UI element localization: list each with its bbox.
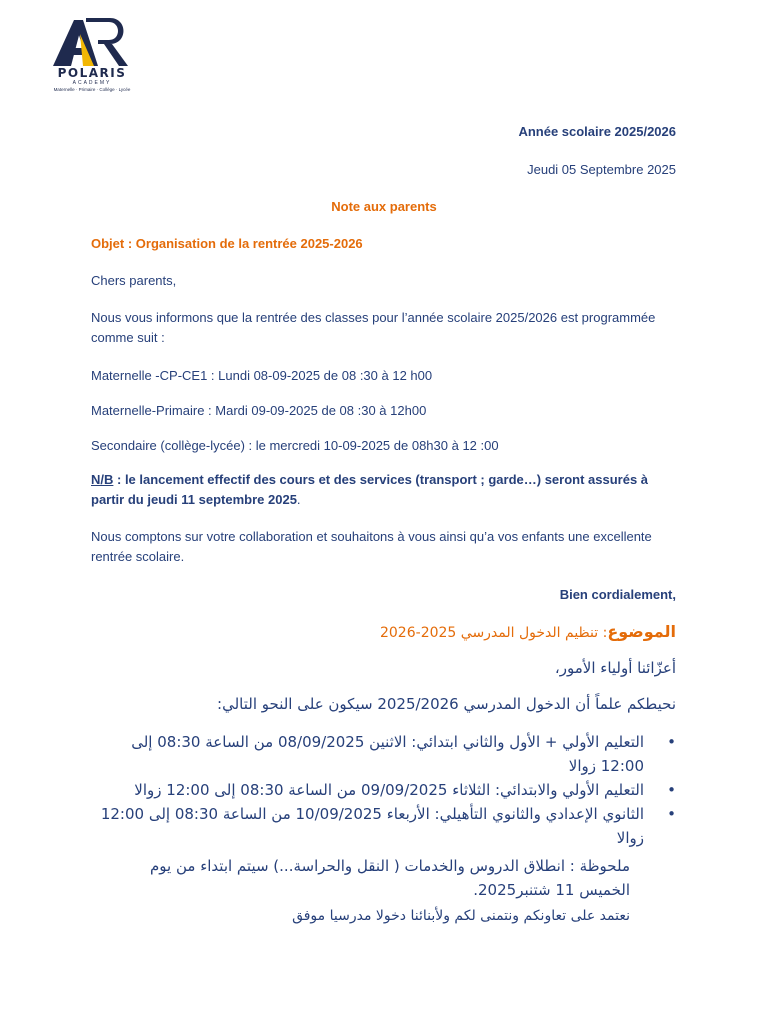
sign-off: Bien cordialement,	[559, 587, 676, 602]
intro-paragraph: Nous vous informons que la rentrée des classes pour l’année scolaire 2025/2026 est programmée comme suit :	[91, 310, 656, 345]
logo-name: POLARIS	[57, 66, 127, 80]
school-year: Année scolaire 2025/2026	[518, 124, 676, 139]
nb-label: N/B	[91, 472, 114, 487]
arabic-list-item	[96, 730, 676, 778]
logo-mark-icon	[36, 14, 148, 70]
arabic-list-item	[96, 778, 676, 802]
nb-end: .	[296, 492, 301, 507]
salutation: Chers parents,	[91, 273, 177, 288]
nb-text: : le lancement effectif des cours et des services (transport ; garde…) seront assurés à partir du jeudi 11 septembre 2025	[91, 472, 649, 507]
arabic-greeting: أعزّائنا أولياء الأمور،	[554, 659, 676, 677]
school-logo	[36, 14, 148, 94]
logo-subtitle: ACADEMY	[72, 80, 112, 86]
letter-date: Jeudi 05 Septembre 2025	[527, 162, 676, 177]
note-title: Note aux parents	[331, 199, 437, 214]
schedule-item: Secondaire (collège-lycée) : le mercredi 10-09-2025 de 08h30 à 12 :00	[91, 438, 499, 453]
nb-note	[91, 470, 677, 510]
arabic-item-text: التعليم الأولي والابتدائي: الثلاثاء 09/09/2025 من الساعة 08:30 إلى 12:00 زوالا	[134, 781, 644, 799]
arabic-subject-label: الموضوع	[607, 622, 676, 641]
arabic-note: ملحوظة : انطلاق الدروس والخدمات ( النقل والحراسة...) سيتم ابتداء من يوم الخميس 11 شتنبر2025.	[150, 857, 630, 899]
arabic-closing: نعتمد على تعاونكم ونتمنى لكم ولأبنائنا دخولا مدرسيا موفق	[292, 908, 630, 924]
logo-levels: Maternelle · Primaire · Collège · Lycée	[53, 87, 131, 92]
list-bullet: •	[667, 733, 676, 751]
arabic-item-text: الثانوي الإعدادي والثانوي التأهيلي: الأربعاء 10/09/2025 من الساعة 08:30 إلى 12:00 زوالا	[100, 805, 644, 847]
closing-paragraph: Nous comptons sur votre collaboration et souhaitons à vous ainsi qu’a vos enfants une excellente rentrée scolaire.	[91, 529, 652, 564]
list-bullet: •	[667, 781, 676, 799]
schedule-item: Maternelle-Primaire : Mardi 09-09-2025 de 08 :30 à 12h00	[91, 403, 427, 418]
list-bullet: •	[667, 805, 676, 823]
arabic-subject-text: : تنظيم الدخول المدرسي 2025-2026	[379, 625, 608, 641]
arabic-schedule-list	[96, 730, 676, 850]
arabic-intro: نحيطكم علماً أن الدخول المدرسي 2025/2026 سيكون على النحو التالي:	[217, 695, 676, 713]
arabic-subject	[76, 620, 676, 645]
object-line: Objet : Organisation de la rentrée 2025-2026	[91, 236, 363, 251]
arabic-item-text: التعليم الأولي + الأول والثاني ابتدائي: الاثنين 08/09/2025 من الساعة 08:30 إلى 12:00 زوالا	[131, 733, 644, 775]
schedule-item: Maternelle -CP-CE1 : Lundi 08-09-2025 de 08 :30 à 12 h00	[91, 368, 433, 383]
arabic-list-item	[96, 802, 676, 850]
